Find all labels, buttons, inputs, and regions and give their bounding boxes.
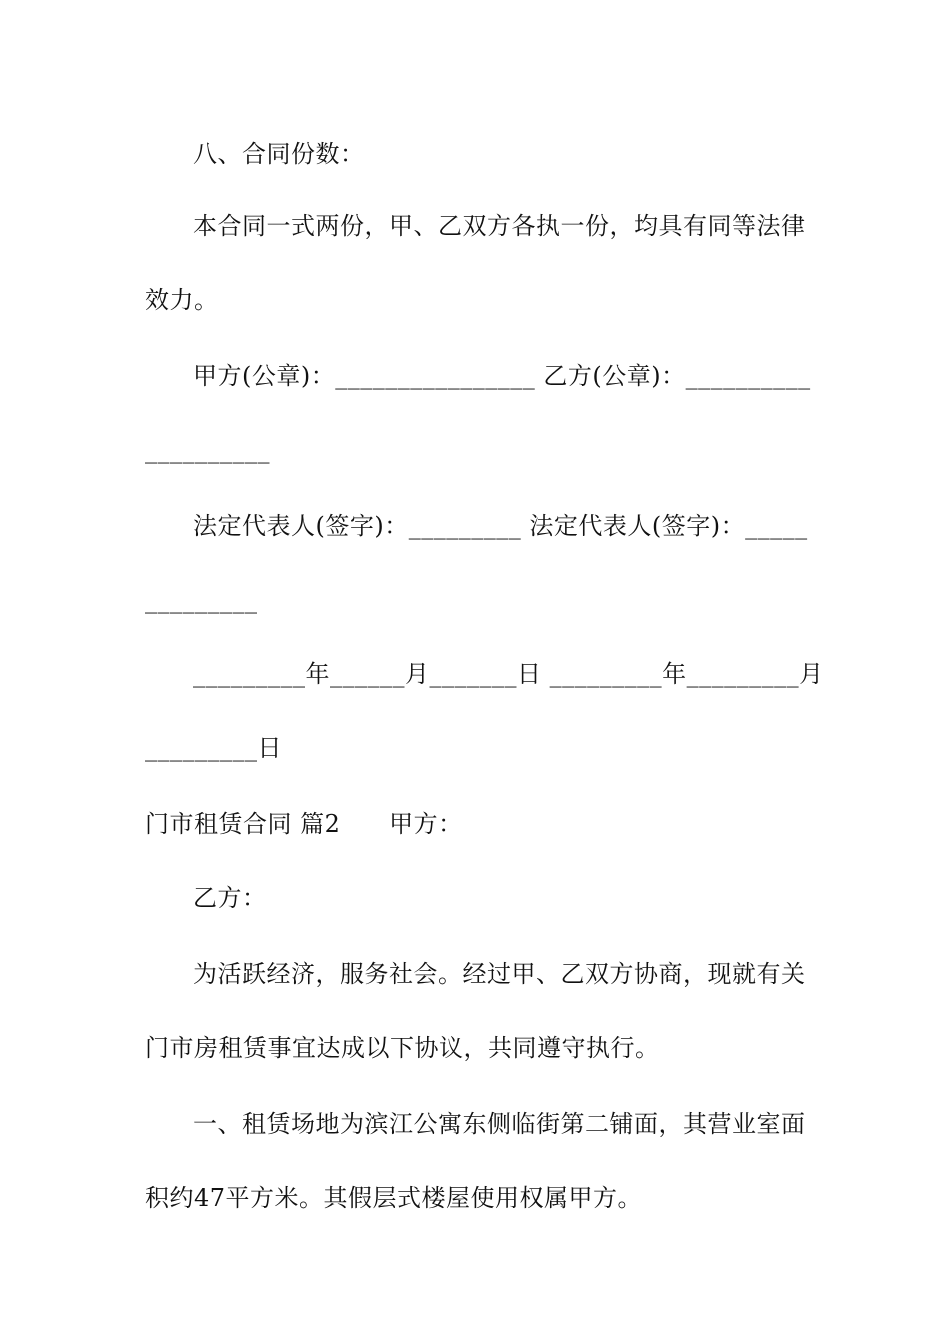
- paragraph-line: 效力。: [145, 286, 219, 314]
- date-line-continued: _________日: [145, 734, 282, 762]
- paragraph-line: 为活跃经济，服务社会。经过甲、乙双方协商，现就有关: [193, 960, 806, 988]
- signature-seal-line-continued: __________: [145, 436, 270, 464]
- legal-representative-line: 法定代表人(签字)：_________ 法定代表人(签字)：_____: [193, 512, 808, 540]
- date-line: _________年______月_______日 _________年_________月: [193, 660, 824, 688]
- signature-seal-line: 甲方(公章)：________________ 乙方(公章)：__________: [193, 362, 811, 390]
- clause-one-line: 一、租赁场地为滨江公寓东侧临街第二铺面，其营业室面: [193, 1110, 806, 1138]
- legal-representative-line-continued: _________: [145, 586, 258, 614]
- section-heading-copies: 八、合同份数：: [193, 140, 365, 168]
- paragraph-line: 本合同一式两份，甲、乙双方各执一份，均具有同等法律: [193, 212, 806, 240]
- clause-one-line-continued: 积约47平方米。其假层式楼屋使用权属甲方。: [145, 1184, 643, 1212]
- contract-title-line: 门市租赁合同 篇2 甲方：: [145, 810, 463, 838]
- paragraph-line: 门市房租赁事宜达成以下协议，共同遵守执行。: [145, 1034, 660, 1062]
- party-b-line: 乙方：: [193, 884, 267, 912]
